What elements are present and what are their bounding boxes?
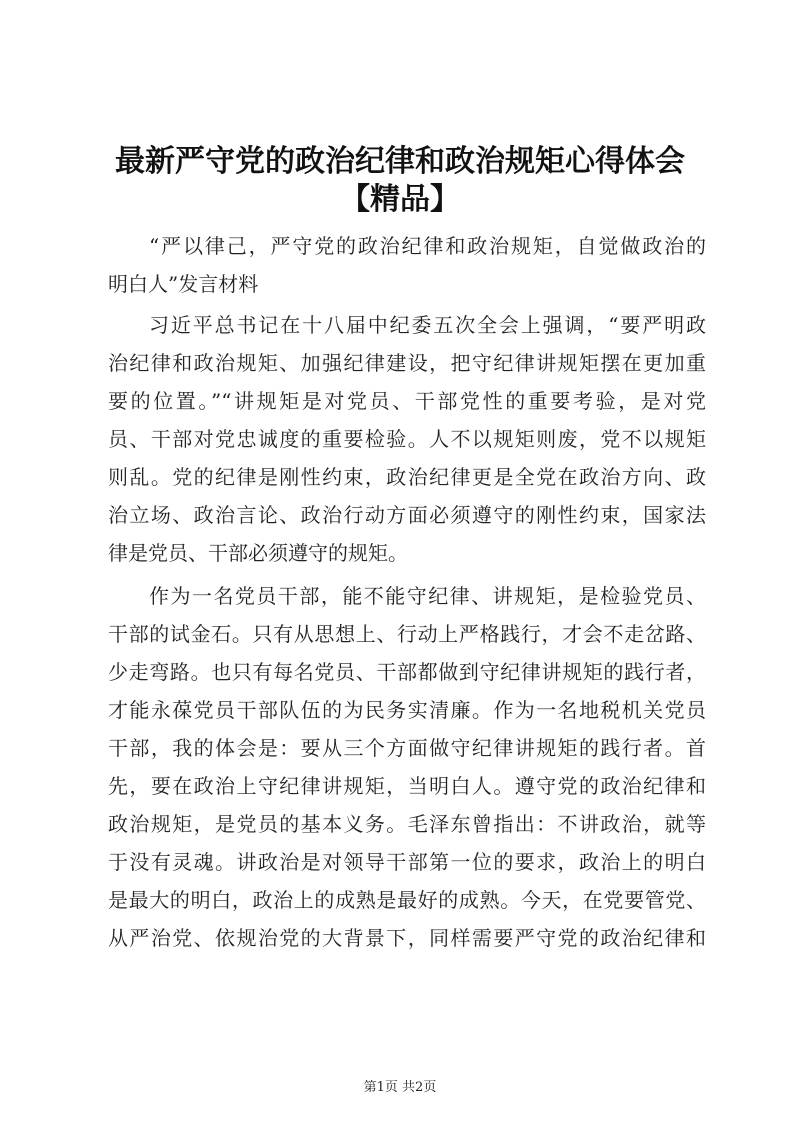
document-title-suffix: 【精品】	[340, 182, 460, 217]
text-line: 员、干部对党忠诚度的重要检验。人不以规矩则废，党不以规矩	[108, 427, 706, 451]
text-line: 从严治党、依规治党的大背景下，同样需要严守党的政治纪律和	[108, 926, 706, 950]
text-line: 少走弯路。也只有每名党员、干部都做到守纪律讲规矩的践行者，	[108, 660, 706, 684]
text-line: 先，要在政治上守纪律讲规矩，当明白人。遵守党的政治纪律和	[108, 774, 706, 798]
text-line: 于没有灵魂。讲政治是对领导干部第一位的要求，政治上的明白	[108, 850, 706, 874]
document-title: 最新严守党的政治纪律和政治规矩心得体会	[115, 144, 685, 179]
text-line: 作为一名党员干部，能不能守纪律、讲规矩，是检验党员、	[149, 584, 706, 608]
text-line: 治立场、政治言论、政治行动方面必须遵守的刚性约束，国家法	[108, 503, 706, 527]
text-line: 才能永葆党员干部队伍的为民务实清廉。作为一名地税机关党员	[108, 698, 706, 722]
text-line: 习近平总书记在十八届中纪委五次全会上强调，“要严明政	[149, 313, 706, 337]
text-line: 则乱。党的纪律是刚性约束，政治纪律更是全党在政治方向、政	[108, 465, 706, 489]
paragraph-subtitle	[108, 227, 706, 303]
text-line: 律是党员、干部必须遵守的规矩。	[108, 541, 408, 565]
text-line: 政治规矩，是党员的基本义务。毛泽东曾指出：不讲政治，就等	[108, 812, 706, 836]
text-line: 干部，我的体会是：要从三个方面做守纪律讲规矩的践行者。首	[108, 736, 706, 760]
text-line: 治纪律和政治规矩、加强纪律建设，把守纪律讲规矩摆在更加重	[108, 351, 706, 375]
paragraph-1	[108, 306, 706, 572]
text-line: 要的位置。”“讲规矩是对党员、干部党性的重要考验，是对党	[108, 389, 706, 413]
text-line: 是最大的明白，政治上的成熟是最好的成熟。今天，在党要管党、	[108, 888, 706, 912]
page-number-footer: 第1页 共2页	[363, 1080, 437, 1095]
text-line: “严以律己，严守党的政治纪律和政治规矩，自觉做政治的	[149, 234, 706, 258]
text-line: 干部的试金石。只有从思想上、行动上严格践行，才会不走岔路、	[108, 622, 706, 646]
text-line: 明白人”发言材料	[108, 272, 259, 296]
paragraph-2	[108, 577, 706, 957]
